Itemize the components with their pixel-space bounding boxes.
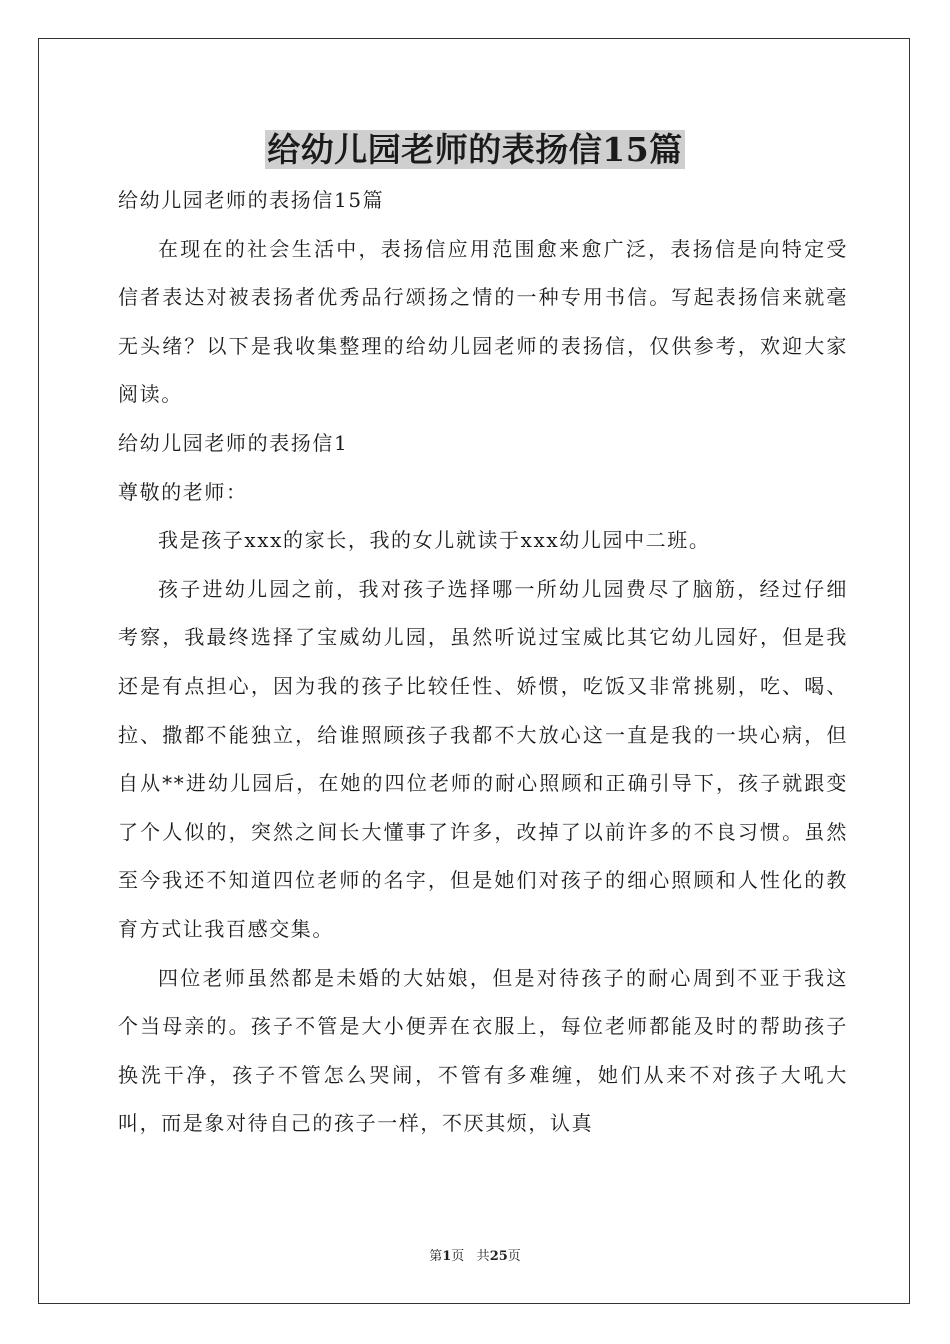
document-title-text: 给幼儿园老师的表扬信15篇: [267, 130, 683, 169]
paragraph-body: 我是孩子xxx的家长，我的女儿就读于xxx幼儿园中二班。: [158, 528, 711, 553]
page-label-suffix: 页: [451, 1249, 465, 1264]
current-page-number: 1: [442, 1249, 452, 1264]
page-footer: [0, 1248, 950, 1266]
total-pages-number: 25: [489, 1249, 508, 1264]
document-title: [0, 124, 950, 176]
total-label-prefix: 共: [476, 1249, 490, 1264]
total-label-suffix: 页: [507, 1249, 521, 1264]
page-label-prefix: 第: [429, 1249, 443, 1264]
document-body: [118, 176, 848, 1148]
section-heading: 给幼儿园老师的表扬信1: [118, 430, 349, 455]
paragraph-body: 孩子进幼儿园之前，我对孩子选择哪一所幼儿园费尽了脑筋，经过仔细考察，我最终选择了宝威幼儿园，虽然听说过宝威比其它幼儿园好，但是我还是有点担心，因为我的孩子比较任性、娇惯，吃饭又非常挑剔，吃、喝、拉、撒都不能独立，给谁照顾孩子我都不大放心这一直是我的一块心病，但自从**进幼儿园后，在她的四位老师的耐心照顾和正确引导下，孩子就跟变了个人似的，突然之间长大懂事了许多，改掉了以前许多的不良习惯。虽然至今我还不知道四位老师的名字，但是她们对孩子的细心照顾和人性化的教育方式让我百感交集。: [118, 576, 848, 941]
salutation: 尊敬的老师：: [118, 479, 248, 504]
paragraph-intro: 在现在的社会生活中，表扬信应用范围愈来愈广泛，表扬信是向特定受信者表达对被表扬者优秀品行颂扬之情的一种专用书信。写起表扬信来就毫无头绪？以下是我收集整理的给幼儿园老师的表扬信，仅供参考，欢迎大家阅读。: [118, 236, 848, 407]
paragraph-body: 四位老师虽然都是未婚的大姑娘，但是对待孩子的耐心周到不亚于我这个当母亲的。孩子不管是大小便弄在衣服上，每位老师都能及时的帮助孩子换洗干净，孩子不管怎么哭闹，不管有多难缠，她们从来不对孩子大吼大叫，而是象对待自己的孩子一样，不厌其烦，认真: [118, 965, 848, 1136]
paragraph-subtitle: 给幼儿园老师的表扬信15篇: [118, 188, 385, 212]
